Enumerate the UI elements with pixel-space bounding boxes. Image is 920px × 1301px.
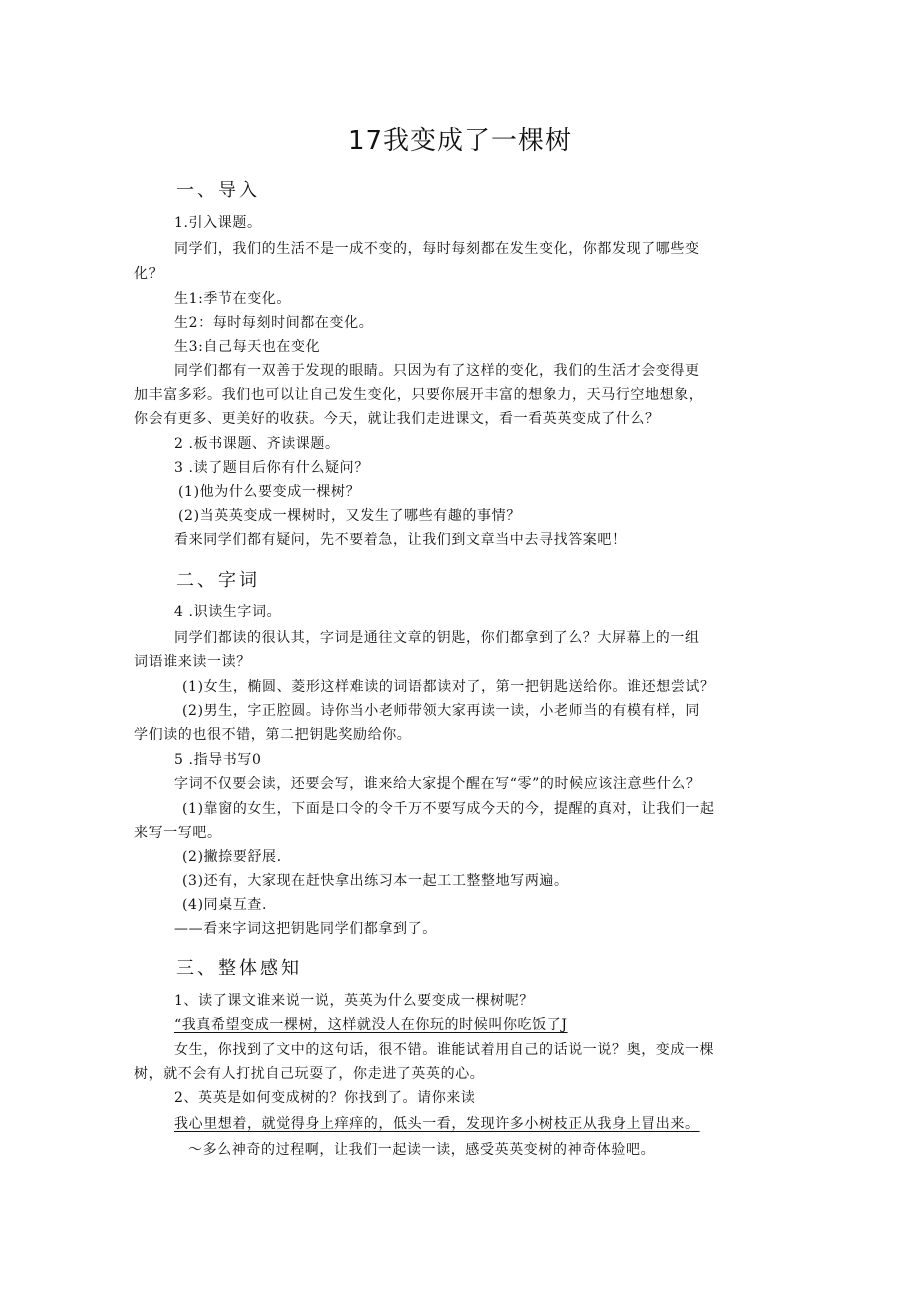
lesson-title: 17我变成了一棵树 (347, 126, 573, 156)
paragraph-line: 女生，你找到了文中的这句话，很不错。谁能试着用自己的话说一说？奥，变成一棵 (174, 1042, 715, 1058)
section-heading-overview: 三、整体感知 (176, 958, 302, 979)
section-heading-intro: 一、导入 (176, 180, 260, 201)
paragraph-line: (4)同桌互查. (182, 897, 268, 913)
paragraph-line: 5 .指导书写0 (174, 752, 262, 768)
paragraph-line: 生1:季节在变化。 (174, 291, 292, 307)
paragraph-line: 3 .读了题目后你有什么疑问？ (174, 460, 369, 476)
paragraph-line: 词语谁来读一读？ (134, 654, 251, 670)
underlined-quote: “我真希望变成一棵树，这样就没人在你玩的时候叫你吃饭了J (174, 1017, 568, 1033)
paragraph-line: (3)还有，大家现在赶快拿出练习本一起工工整整地写两遍。 (182, 873, 569, 889)
paragraph-line: 生2：每时每刻时间都在变化。 (174, 315, 374, 331)
paragraph-line: 同学们，我们的生活不是一成不变的，每时每刻都在发生变化，你都发现了哪些变 (174, 241, 700, 257)
paragraph-line: (1)女生，椭圆、菱形这样难读的词语都读对了，第一把钥匙送给你。谁还想尝试？ (182, 679, 715, 695)
paragraph-line: (1)靠窗的女生，下面是口令的令千万不要写成今天的今，提醒的真对，让我们一起 (182, 801, 715, 817)
paragraph-line: ——看来字词这把钥匙同学们都拿到了。 (174, 921, 437, 937)
paragraph-line: 2 .板书课题、齐读课题。 (174, 436, 340, 452)
paragraph-line: 2、英英是如何变成树的？你找到了。请你来读 (174, 1090, 476, 1106)
paragraph-line: (2)撇捺要舒展. (182, 849, 282, 865)
paragraph-line: 1.引入课题。 (174, 215, 262, 231)
paragraph-line: 你会有更多、更美好的收获。今天，就让我们走进课文，看一看英英变成了什么？ (134, 411, 660, 427)
paragraph-line: ～多么神奇的过程啊，让我们一起读一读，感受英英变树的神奇体验吧。 (188, 1142, 656, 1158)
paragraph-line: 树，就不会有人打扰自己玩耍了，你走进了英英的心。 (134, 1066, 485, 1082)
paragraph-line: (2)男生，字正腔圆。诗你当小老师带领大家再读一读，小老师当的有模有样，同 (182, 703, 701, 719)
paragraph-line: 化？ (134, 266, 164, 282)
paragraph-line: (1)他为什么要变成一棵树？ (178, 484, 361, 500)
underlined-quote: 我心里想着，就觉得身上痒痒的，低头一看，发现许多小树枝正从我身上冒出来。 (174, 1116, 700, 1132)
paragraph-line: 4 .识读生字词。 (174, 604, 282, 620)
paragraph-line: 同学们都有一双善于发现的眼睛。只因为有了这样的变化，我们的生活才会变得更 (174, 363, 700, 379)
paragraph-line: 看来同学们都有疑问，先不要着急，让我们到文章当中去寻找答案吧！ (174, 532, 627, 548)
paragraph-line: (2)当英英变成一棵树时，又发生了哪些有趣的事情？ (178, 508, 521, 524)
paragraph-line: 1、读了课文谁来说一说，英英为什么要变成一棵树呢？ (174, 993, 534, 1009)
paragraph-line: 同学们都读的很认其，字词是通往文章的钥匙，你们都拿到了么？大屏幕上的一组 (174, 630, 700, 646)
paragraph-line: 字词不仅要会读，还要会写，谁来给大家提个醒在写“零”的时候应该注意些什么？ (174, 776, 701, 792)
paragraph-line: 生3:自己每天也在变化 (174, 339, 321, 355)
paragraph-line: 加丰富多彩。我们也可以让自己发生变化，只要你展开丰富的想象力，天马行空地想象， (134, 387, 704, 403)
section-heading-vocabulary: 二、字词 (176, 570, 260, 591)
paragraph-line: 来写一写吧。 (134, 825, 222, 841)
paragraph-line: 学们读的也很不错，第二把钥匙奖励给你。 (134, 727, 412, 743)
